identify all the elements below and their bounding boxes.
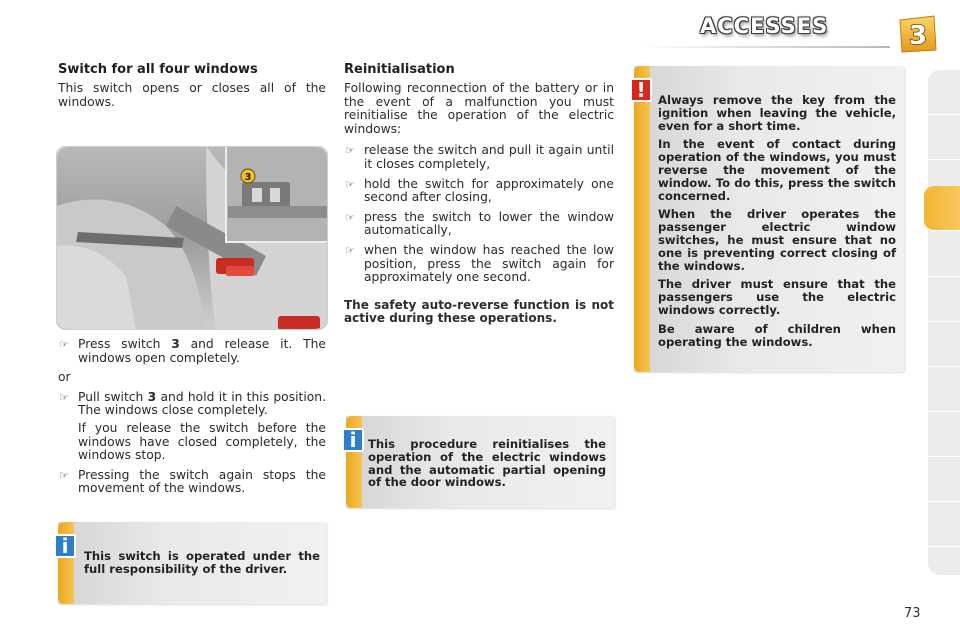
auto-reverse-note: The safety auto-reverse function is not active during these operations. bbox=[344, 297, 614, 325]
chapter-tab-8[interactable] bbox=[928, 412, 960, 457]
photo-callout-3: 3 bbox=[244, 172, 252, 183]
section-title: ACCESSES bbox=[700, 14, 829, 38]
reinitialisation-intro: Following reconnection of the battery or in the event of a malfunction you must reinitialise the operation of the electric windows: bbox=[344, 81, 614, 136]
or-text: or bbox=[58, 370, 71, 385]
chapter-tab-10[interactable] bbox=[928, 502, 960, 547]
page-number: 73 bbox=[904, 606, 921, 621]
list-item: ☞ Press switch 3 and release it. The windows open completely. bbox=[59, 337, 326, 365]
middle-column bbox=[344, 62, 614, 325]
list-item: ☞ hold the switch for approximately one second after closing, bbox=[345, 176, 614, 205]
window-switch-photo bbox=[56, 146, 328, 330]
chapter-tab-1[interactable] bbox=[928, 70, 960, 115]
reinitialise-info-note bbox=[346, 416, 614, 508]
warning-paragraph: In the event of contact during operation of the windows, you must reverse the movement of the window. To do this, press the switch concerned. bbox=[658, 137, 896, 203]
chapter-tab-6[interactable] bbox=[928, 322, 960, 367]
chapter-tab-7[interactable] bbox=[928, 367, 960, 412]
note-accent-strip bbox=[634, 66, 650, 372]
pointing-hand-icon: ☞ bbox=[345, 243, 355, 257]
list-item: ☞ Pull switch 3 and hold it in this position. The windows close completely. bbox=[59, 389, 326, 418]
warning-paragraph: The driver must ensure that the passengers use the electric windows correctly. bbox=[658, 277, 896, 317]
header-rule bbox=[640, 46, 890, 48]
info-icon: i bbox=[54, 534, 76, 558]
warning-text bbox=[658, 94, 896, 354]
chapter-tab-2[interactable] bbox=[928, 115, 960, 160]
driver-responsibility-note bbox=[58, 522, 326, 604]
warning-paragraph: Always remove the key from the ignition when leaving the vehicle, even for a short time. bbox=[658, 93, 896, 133]
warning-paragraph: When the driver operates the passenger electric window switches, he must ensure that no one is preventing correct closing of the windows. bbox=[658, 207, 896, 273]
left-instructions bbox=[58, 338, 326, 502]
chapter-badge-icon bbox=[898, 14, 938, 54]
chapter-tab-4[interactable] bbox=[928, 232, 960, 277]
pointing-hand-icon: ☞ bbox=[345, 210, 355, 224]
chapter-tab-9[interactable] bbox=[928, 457, 960, 502]
pointing-hand-icon: ☞ bbox=[59, 338, 69, 351]
list-item: ☞ Pressing the switch again stops the movement of the windows. bbox=[59, 467, 326, 496]
switch-intro: This switch opens or closes all of the windows. bbox=[58, 81, 326, 109]
warning-paragraph: Be aware of children when operating the windows. bbox=[658, 321, 896, 349]
pointing-hand-icon: ☞ bbox=[59, 390, 69, 404]
switch-number: 3 bbox=[147, 389, 157, 404]
left-column bbox=[58, 62, 326, 109]
pointing-hand-icon: ☞ bbox=[345, 177, 355, 191]
list-item: ☞ release the switch and pull it again until it closes completely, bbox=[345, 143, 614, 171]
info-icon: i bbox=[342, 428, 364, 452]
list-item-continuation: If you release the switch before the windows have closed completely, the windows stop. bbox=[78, 420, 326, 463]
pointing-hand-icon: ☞ bbox=[59, 468, 69, 482]
switch-heading: Switch for all four windows bbox=[58, 62, 258, 77]
reinitialisation-heading: Reinitialisation bbox=[344, 62, 455, 77]
pointing-hand-icon: ☞ bbox=[345, 144, 355, 158]
list-item: ☞ press the switch to lower the window automatically, bbox=[345, 209, 614, 238]
note-text: This procedure reinitialises the operation of the electric windows and the automatic partial opening of the door windows. bbox=[368, 437, 606, 490]
note-text: This switch is operated under the full responsibility of the driver. bbox=[84, 549, 320, 576]
warning-box bbox=[634, 66, 904, 372]
chapter-number: 3 bbox=[908, 21, 928, 51]
chapter-tab-active[interactable] bbox=[924, 186, 960, 231]
switch-number: 3 bbox=[171, 337, 180, 351]
chapter-tab-5[interactable] bbox=[928, 277, 960, 322]
list-item: ☞ when the window has reached the low position, press the switch again for approximately one second. bbox=[345, 242, 614, 285]
exclamation-icon: ! bbox=[630, 78, 652, 102]
